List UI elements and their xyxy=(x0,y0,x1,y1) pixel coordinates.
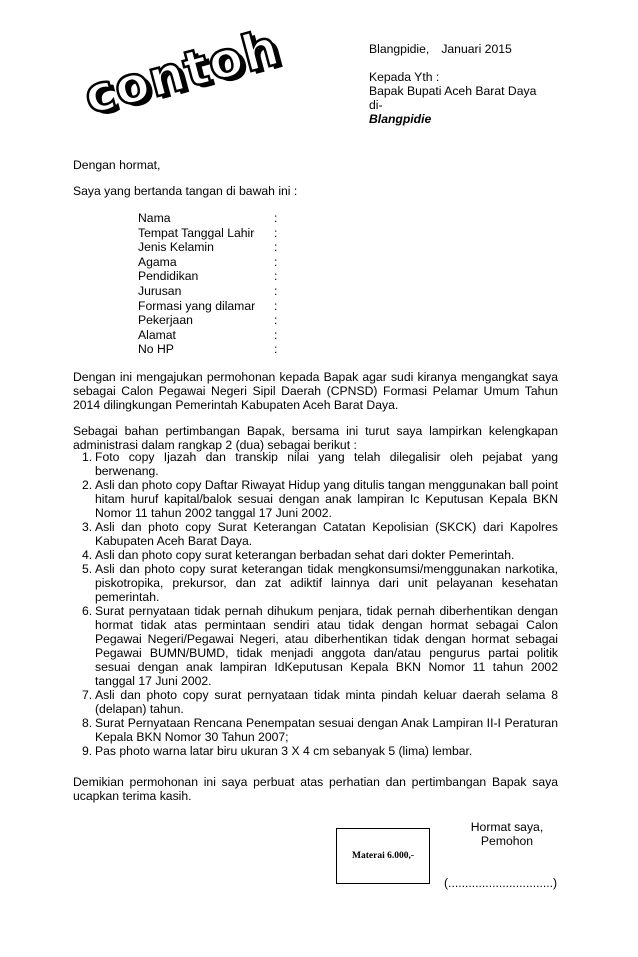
field-label: Agama xyxy=(138,254,177,269)
role-text: Pemohon xyxy=(480,834,534,848)
requirement-number: 1. xyxy=(82,450,93,464)
requirement-text: Surat Pernyataan Rencana Penempatan sesuai dengan Anak Lampiran II-I Peraturan Kepala BKN Nomor 30 Tahun 2007; xyxy=(95,716,558,744)
field-label: Formasi yang dilamar xyxy=(138,298,256,313)
requirement-number: 8. xyxy=(82,716,93,730)
requirement-item xyxy=(73,478,558,520)
requirement-item xyxy=(73,688,558,716)
requirement-number: 7. xyxy=(82,688,93,702)
request-paragraph: Dengan ini mengajukan permohonan kepada Bapak agar sudi kiranya mengangkat saya sebagai Calon Pegawai Negeri Sipil Daerah (CPNSD) Formasi Pelamar Umum Tahun 2014 dilingkungan Pemerintah Kabupaten Aceh Barat Daya. xyxy=(73,370,558,412)
requirement-text: Asli dan photo copy Surat Keterangan Catatan Kepolisian (SKCK) dari Kapolres Kabupaten Aceh Barat Daya. xyxy=(95,520,558,548)
requirement-text: Asli dan photo copy surat pernyataan tidak minta pindah keluar daerah selama 8 (delapan) tahun. xyxy=(95,688,558,716)
requirement-text: Foto copy Ijazah dan transkip nilai yang telah dilegalisir oleh pejabat yang berwenang. xyxy=(95,450,558,478)
field-colon: : xyxy=(274,269,278,284)
field-colon: : xyxy=(274,211,278,225)
field-label: Nama xyxy=(138,211,171,225)
regards-text: Hormat saya, xyxy=(470,820,544,834)
field-colon: : xyxy=(274,225,278,240)
attachments-intro: Sebagai bahan pertimbangan Bapak, bersama ini turut saya lampirkan kelengkapan administrasi dalam rangkap 2 (dua) sebagai berikut : xyxy=(73,424,558,452)
field-row xyxy=(138,328,277,343)
date-line xyxy=(369,42,619,56)
field-label: Pendidikan xyxy=(138,269,199,284)
field-row xyxy=(138,269,277,284)
requirement-item xyxy=(73,548,558,562)
requirement-number: 5. xyxy=(82,562,93,576)
requirement-text: Pas photo warna latar biru ukuran 3 X 4 cm sebanyak 5 (lima) lembar. xyxy=(95,744,473,758)
field-row xyxy=(138,313,277,328)
place-text: Blangpidie, xyxy=(369,42,430,56)
field-colon: : xyxy=(274,327,278,342)
closing-paragraph: Demikian permohonan ini saya perbuat atas perhatian dan pertimbangan Bapak saya ucapkan terima kasih. xyxy=(73,775,558,803)
signature-line: (...............................) xyxy=(444,876,558,890)
field-row xyxy=(138,240,277,255)
field-label: Jurusan xyxy=(138,283,182,298)
requirement-number: 3. xyxy=(82,520,93,534)
field-colon: : xyxy=(274,240,278,255)
stamp-text: Materai 6.000,- xyxy=(352,851,414,861)
field-label: Tempat Tanggal Lahir xyxy=(138,225,255,240)
intro-text: Saya yang bertanda tangan di bawah ini : xyxy=(73,184,298,198)
recipient: Bapak Bupati Aceh Barat Daya xyxy=(369,84,537,98)
field-row xyxy=(138,211,277,226)
field-label: Alamat xyxy=(138,327,176,342)
field-colon: : xyxy=(274,342,278,357)
letter-header xyxy=(369,42,619,126)
requirement-item xyxy=(73,562,558,604)
field-row xyxy=(138,226,277,241)
field-row xyxy=(138,299,277,314)
requirement-item xyxy=(73,520,558,548)
field-label: No HP xyxy=(138,342,174,357)
requirement-number: 4. xyxy=(82,548,93,562)
field-colon: : xyxy=(274,254,278,269)
requirement-number: 6. xyxy=(82,604,93,618)
field-colon: : xyxy=(274,298,278,313)
requirement-item xyxy=(73,744,558,758)
stamp-box xyxy=(336,828,430,884)
requirement-text: Surat pernyataan tidak pernah dihukum penjara, tidak pernah diberhentikan dengan hormat tidak atas permintaan sendiri atau tidak dengan hormat sebagai Calon Pegawai Negeri/Pegawai Negeri, atau diberhentikan tidak dengan hormat sebagai Pegawai BUMN/BUMD, tidak menjadi anggota dan/atau pengurus partai politik sesuai dengan anak lampiran IdKeputusan Kepala BKN Nomor 11 tahun 2002 tanggal 17 Juni 2002. xyxy=(95,604,558,688)
field-row xyxy=(138,255,277,270)
applicant-fields xyxy=(138,211,277,357)
field-colon: : xyxy=(274,283,278,298)
requirement-text: Asli dan photo copy surat keterangan tidak mengkonsumsi/menggunakan narkotika, piskotropika, prekursor, dan zat adiktif lainnya dari unit pelayanan kesehatan pemerintah. xyxy=(95,562,558,604)
field-colon: : xyxy=(274,313,278,328)
di-label: di- xyxy=(369,98,383,112)
field-row xyxy=(138,284,277,299)
requirement-text: Asli dan photo copy surat keterangan berbadan sehat dari dokter Pemerintah. xyxy=(95,548,515,562)
requirement-number: 9. xyxy=(82,744,93,758)
greeting: Dengan hormat, xyxy=(73,158,161,172)
requirement-item xyxy=(73,450,558,478)
requirements-list xyxy=(73,450,558,758)
requirement-number: 2. xyxy=(82,478,93,492)
date-text: Januari 2015 xyxy=(441,42,512,56)
closing-block xyxy=(452,820,562,848)
to-label: Kepada Yth : xyxy=(369,70,440,84)
watermark-contoh: contoh xyxy=(78,18,286,126)
field-label: Jenis Kelamin xyxy=(138,240,214,255)
requirement-item xyxy=(73,604,558,688)
field-row xyxy=(138,342,277,357)
recipient-city: Blangpidie xyxy=(369,112,432,126)
requirement-text: Asli dan photo copy Daftar Riwayat Hidup yang ditulis tangan menggunakan ball point hitam huruf kapital/balok sesuai dengan anak lampiran Ic Keputusan Kepala BKN Nomor 11 tahun 2002 tanggal 17 Juni 2002. xyxy=(95,478,558,520)
requirement-item xyxy=(73,716,558,744)
field-label: Pekerjaan xyxy=(138,313,193,328)
